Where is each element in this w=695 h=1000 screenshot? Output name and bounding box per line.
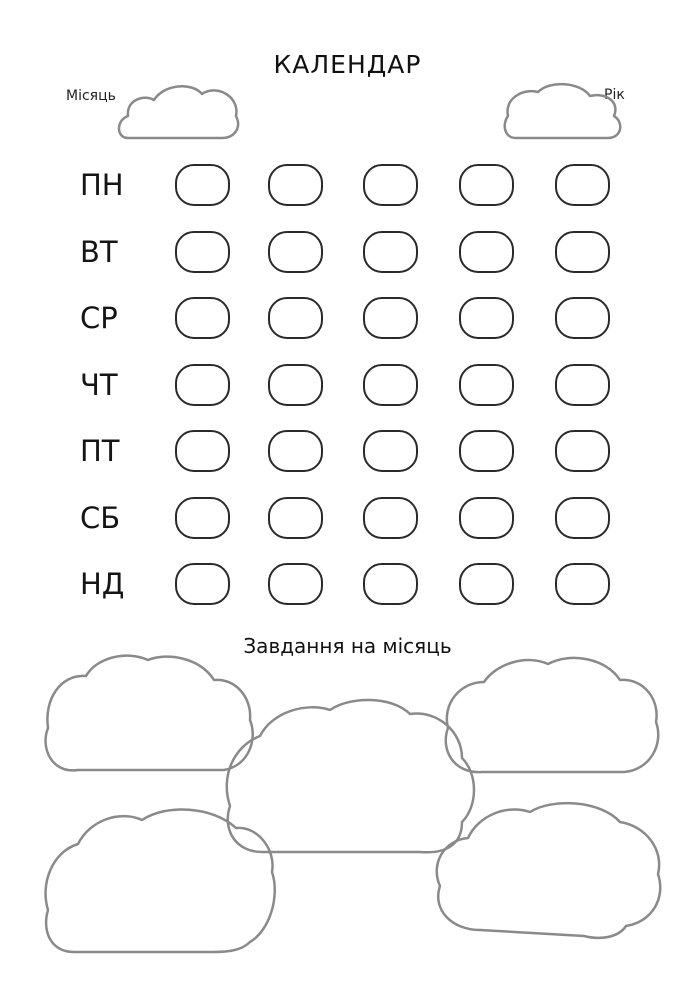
day-row-mon [0, 164, 695, 212]
task-cloud-bottom-right[interactable] [437, 803, 661, 938]
day-box[interactable] [268, 364, 323, 406]
day-box[interactable] [175, 364, 230, 406]
task-cloud-center[interactable] [227, 700, 474, 852]
tasks-title: Завдання на місяць [243, 634, 452, 658]
day-label-sun: НД [80, 567, 125, 601]
year-label: Рік [604, 87, 625, 103]
day-box[interactable] [555, 231, 610, 273]
task-clouds [0, 640, 695, 1000]
day-row-tue [0, 231, 695, 279]
day-box[interactable] [175, 297, 230, 339]
day-box[interactable] [363, 164, 418, 206]
day-box[interactable] [268, 430, 323, 472]
day-box[interactable] [363, 297, 418, 339]
day-label-wed: СР [80, 301, 118, 335]
day-box[interactable] [459, 497, 514, 539]
day-label-mon: ПН [80, 168, 124, 202]
day-row-sun [0, 563, 695, 611]
day-box[interactable] [268, 231, 323, 273]
day-box[interactable] [175, 231, 230, 273]
day-row-wed [0, 297, 695, 345]
task-cloud-top-left[interactable] [46, 656, 253, 771]
year-cloud-field[interactable] [500, 78, 628, 144]
day-box[interactable] [459, 231, 514, 273]
day-box[interactable] [363, 563, 418, 605]
day-box[interactable] [175, 164, 230, 206]
day-box[interactable] [363, 497, 418, 539]
day-box[interactable] [268, 563, 323, 605]
day-box[interactable] [555, 563, 610, 605]
day-box[interactable] [555, 164, 610, 206]
day-box[interactable] [555, 364, 610, 406]
day-box[interactable] [363, 231, 418, 273]
task-cloud-bottom-left[interactable] [46, 810, 275, 952]
day-box[interactable] [459, 364, 514, 406]
day-box[interactable] [555, 297, 610, 339]
month-label: Місяць [66, 88, 116, 104]
day-box[interactable] [459, 430, 514, 472]
day-label-fri: ПТ [80, 434, 120, 468]
day-box[interactable] [555, 497, 610, 539]
day-row-sat [0, 497, 695, 545]
day-box[interactable] [459, 563, 514, 605]
day-box[interactable] [175, 563, 230, 605]
day-box[interactable] [268, 164, 323, 206]
day-label-sat: СБ [80, 501, 121, 535]
day-box[interactable] [459, 164, 514, 206]
task-cloud-top-right[interactable] [446, 658, 658, 772]
day-box[interactable] [268, 297, 323, 339]
day-box[interactable] [363, 430, 418, 472]
day-box[interactable] [555, 430, 610, 472]
page-title: КАЛЕНДАР [273, 50, 422, 79]
day-box[interactable] [175, 430, 230, 472]
month-cloud-field[interactable] [114, 78, 244, 144]
day-label-thu: ЧТ [80, 368, 118, 402]
day-box[interactable] [459, 297, 514, 339]
day-row-fri [0, 430, 695, 478]
day-box[interactable] [175, 497, 230, 539]
day-label-tue: ВТ [80, 235, 118, 269]
day-row-thu [0, 364, 695, 412]
day-box[interactable] [268, 497, 323, 539]
day-box[interactable] [363, 364, 418, 406]
